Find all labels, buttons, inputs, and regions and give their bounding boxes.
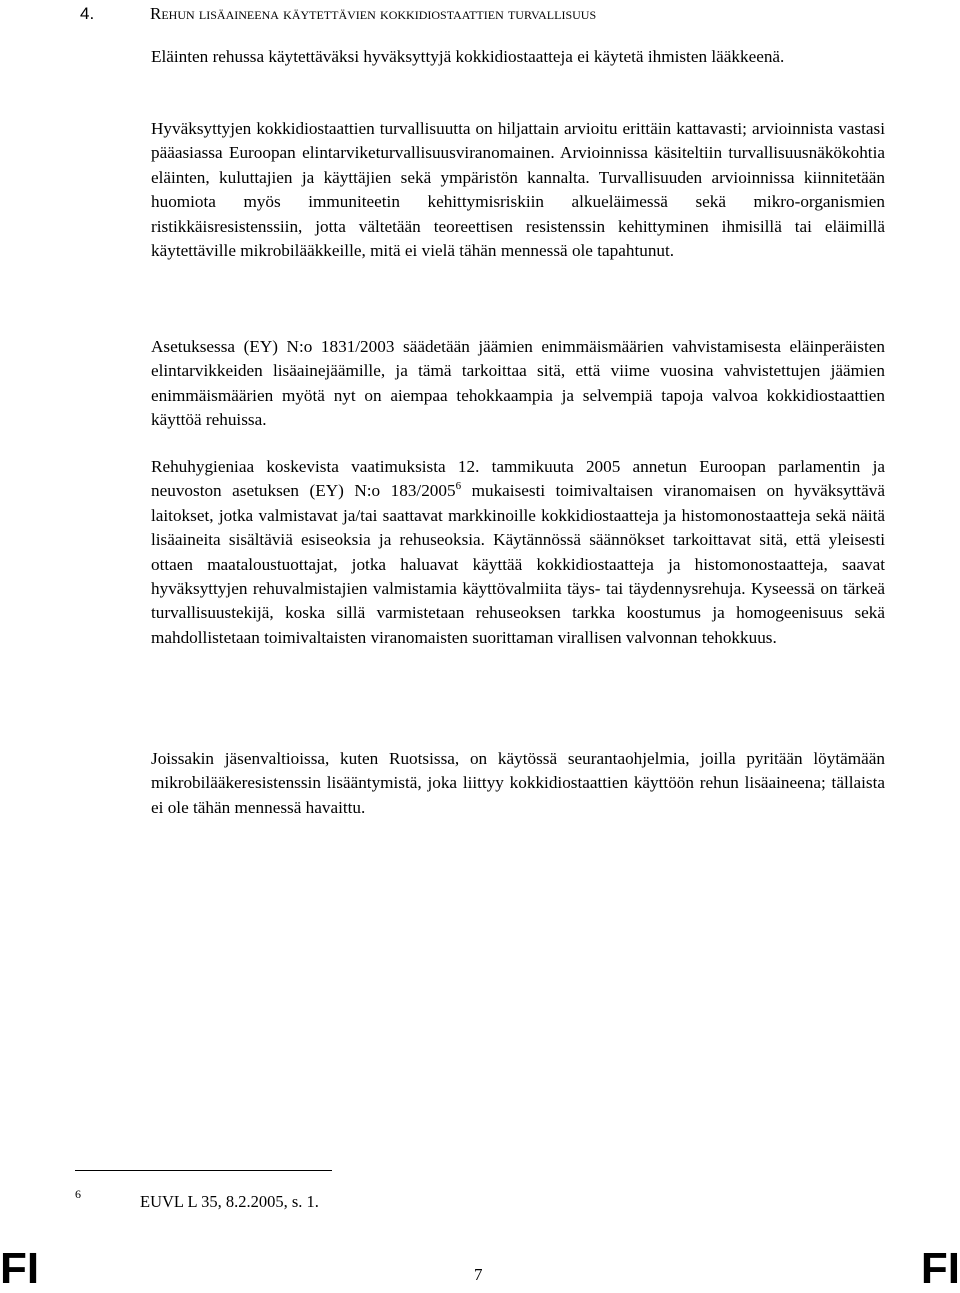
footnote-separator xyxy=(75,1170,332,1171)
paragraph-4-text-b: mukaisesti toimivaltaisen viranomaisen on hyväksyttävä laitokset, jotka valmistavat ja/tai saattavat markkinoille kokkidiostaatteja ja histomonostaatteja sekä näitä lisäaineita sisältäviä esiseoksia ja rehuseoksia. Käytännössä säännökset tarkoittavat sitä, että yleisesti ottaen maataloustuottajat, jotka haluavat käyttää kokkidiostaatteja ja histomonostaatteja, saavat hyväksyttyjen rehuvalmistajien valmistamia käyttövalmiita täys- tai täydennysrehuja. Kyseessä on tärkeä turvallisuustekijä, koska sillä varmistetaan rehuseoksen tarkka koostumus ja homogeenisuus sekä mahdollistetaan toimivaltaisten viranomaisten suorittaman virallisen valvonnan tehokkuus. xyxy=(151,481,885,647)
footer-language-right: FI xyxy=(920,1244,960,1293)
paragraph-4 xyxy=(151,455,885,650)
paragraph-5: Joissakin jäsenvaltioissa, kuten Ruotsissa, on käytössä seurantaohjelmia, joilla pyritään löytämään mikrobilääkeresistenssin lisääntymistä, joka liittyy kokkidiostaattien käyttöön rehun lisäaineena; tällaista ei ole tähän mennessä havaittu. xyxy=(151,749,885,817)
section-number: 4. xyxy=(80,4,95,23)
footnote-number: 6 xyxy=(75,1187,81,1201)
paragraph-1: Eläinten rehussa käytettäväksi hyväksyttyjä kokkidiostaatteja ei käytetä ihmisten lääkkeenä. xyxy=(151,47,785,66)
paragraph-3: Asetuksessa (EY) N:o 1831/2003 säädetään jäämien enimmäismäärien vahvistamisesta eläinperäisten elintarvikkeiden lisäainejäämille, ja tämä tarkoittaa sitä, että viime vuosina vahvistettujen jäämien enimmäismäärien myötä nyt on aiempaa tehokkaampia ja selvempiä tapoja valvoa kokkidiostaattien käyttöä rehuissa. xyxy=(151,337,885,430)
paragraph-2: Hyväksyttyjen kokkidiostaattien turvallisuutta on hiljattain arvioitu erittäin kattavasti; arvioinnista vastasi pääasiassa Euroopan elintarviketurvallisuusviranomainen. Arvioinnissa käsiteltiin turvallisuusnäkökohtia eläinten, kuluttajien ja käyttäjien sekä ympäristön kannalta. Turvallisuuden arvioinnissa kiinnitetään huomiota myös immuniteetin kehittymisriskiin alkueläimessä sekä mikro-organismien ristikkäisresistenssiin, jotta vältetään teoreettisen resistenssin kehittyminen ihmisillä tai eläimillä käytettäville mikrobilääkkeille, mitä ei vielä tähän mennessä ole tapahtunut. xyxy=(151,119,885,261)
footer-language-left: FI xyxy=(0,1244,40,1293)
footnote-text: EUVL L 35, 8.2.2005, s. 1. xyxy=(140,1192,319,1211)
section-title: Rehun lisäaineena käytettävien kokkidiostaattien turvallisuus xyxy=(150,4,597,23)
page-number: 7 xyxy=(474,1265,483,1284)
footnote-reference: 6 xyxy=(455,480,462,493)
paragraph-4-text-a: Rehuhygieniaa koskevista vaatimuksista 12. tammikuuta 2005 annetun Euroopan parlamentin ja neuvoston asetuksen (EY) N:o 183/2005 xyxy=(151,457,885,501)
